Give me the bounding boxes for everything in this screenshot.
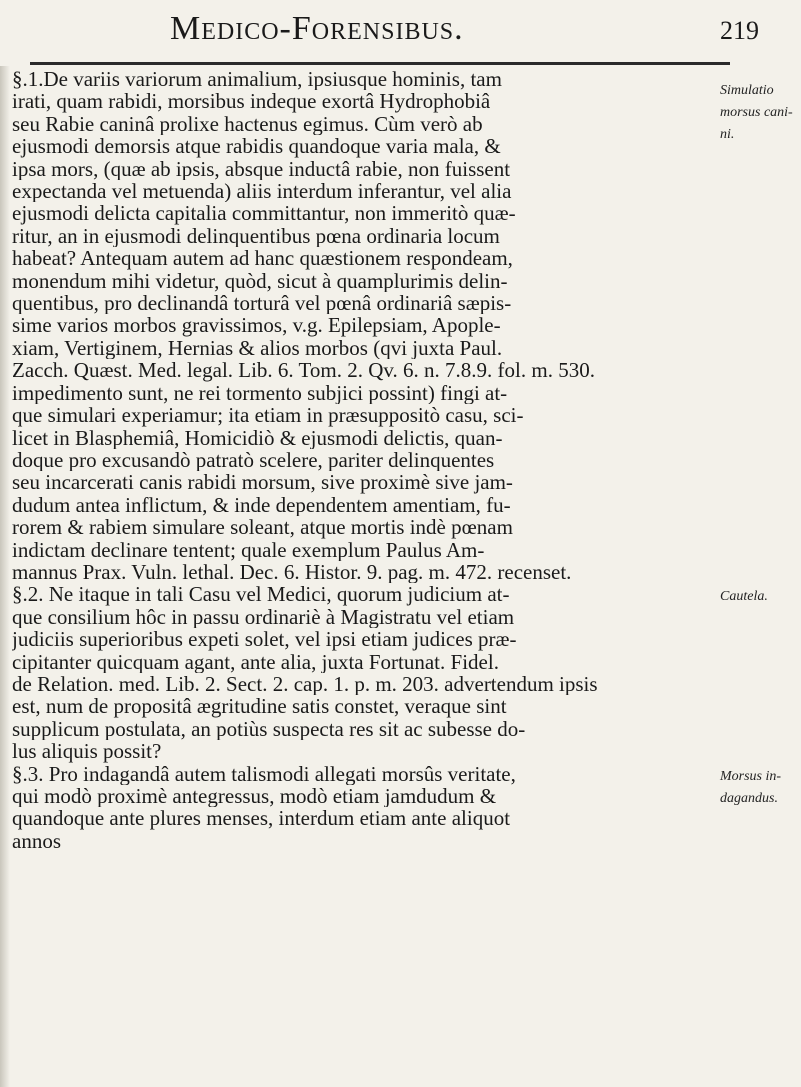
text-line: §.3. Pro indagandâ autem talismodi allegati morsûs veritate, (12, 762, 516, 785)
page-number: 219 (720, 16, 759, 45)
text-line: mannus Prax. Vuln. lethal. Dec. 6. Histor. 9. pag. m. 472. recenset. (12, 560, 572, 584)
margin-note-simulatio: Simulatio morsus cani-ni. (720, 83, 793, 142)
text-line: ipsa mors, (quæ ab ipsis, absque inductâ rabie, non fuissent (12, 157, 511, 181)
text-line: lus aliquis possit? (12, 740, 162, 763)
text-line: indictam declinare tentent; quale exemplum Paulus Am- (12, 538, 485, 561)
text-line: irati, quam rabidi, morsibus indeque exortâ Hydrophobiâ (12, 90, 491, 113)
text-line: que simulari experiamur; ita etiam in præsuppositò casu, sci- (12, 404, 524, 427)
text-line: annos (12, 829, 61, 853)
text-line: ejusmodi delicta capitalia committantur, non immeritò quæ- (12, 202, 516, 225)
text-line: Zacch. Quæst. Med. legal. Lib. 6. Tom. 2. Qv. 6. n. 7.8.9. fol. m. 530. (12, 359, 595, 382)
text-line: judiciis superioribus expeti solet, vel ipsi etiam judices præ- (12, 628, 517, 651)
text-line: que consilium hôc in passu ordinariè à Magistratu vel etiam (12, 605, 515, 629)
text-line: habeat? Antequam autem ad hanc quæstionem respondeam, (12, 247, 513, 270)
body-text (12, 68, 714, 852)
text-line: rorem & rabiem simulare soleant, atque mortis indè pœnam (12, 516, 513, 539)
text-line: ejusmodi demorsis atque rabidis quandoque varia mala, & (12, 135, 501, 158)
text-line: quandoque ante plures menses, interdum etiam ante aliquot (12, 807, 511, 830)
text-line: qui modò proximè antegressus, modò etiam jamdudum & (12, 785, 497, 808)
text-line: cipitanter quicquam agant, ante alia, juxta Fortunat. Fidel. (12, 650, 499, 673)
text-line: licet in Blasphemiâ, Homicidiò & ejusmodi delictis, quan- (12, 426, 503, 449)
page-gutter-shadow (0, 66, 10, 1087)
text-line: ritur, an in ejusmodi delinquentibus pœna ordinaria locum (12, 224, 500, 248)
text-line: expectanda vel metuenda) aliis interdum inferantur, vel alia (12, 180, 512, 203)
margin-note-cautela: Cautela. (720, 589, 768, 604)
text-line: dudum antea inflictum, & inde dependentem amentiam, fu- (12, 493, 511, 517)
text-line: seu Rabie caninâ prolixe hactenus egimus. Cùm verò ab (12, 112, 483, 136)
text-line: sime varios morbos gravissimos, v.g. Epilepsiam, Apople- (12, 314, 501, 337)
text-line: seu incarcerati canis rabidi morsum, sive proximè sive jam- (12, 471, 513, 494)
text-line: xiam, Vertiginem, Hernias & alios morbos (qvi juxta Paul. (12, 336, 503, 360)
text-line: quentibus, pro declinandâ torturâ vel pœnâ ordinariâ sæpis- (12, 292, 512, 315)
header-rule (30, 62, 730, 65)
text-line: est, num de propositâ ægritudine satis constet, veraque sint (12, 695, 507, 718)
text-line: impedimento sunt, ne rei tormento subjici possint) fingi at- (12, 381, 508, 405)
text-line: §.1.De variis variorum animalium, ipsiusque hominis, tam (12, 68, 502, 91)
text-line: doque pro excusandò patratò scelere, pariter delinquentes (12, 448, 495, 472)
text-line: supplicum postulata, an potiùs suspecta res sit ac subesse do- (12, 717, 526, 741)
running-header-title: Medico-Forensibus. (170, 10, 464, 47)
text-line: monendum mihi videtur, quòd, sicut à quamplurimis delin- (12, 269, 508, 293)
margin-note-morsus: Morsus in-dagandus. (720, 769, 782, 806)
text-line: de Relation. med. Lib. 2. Sect. 2. cap. 1. p. m. 203. advertendum ipsis (12, 672, 598, 696)
text-line: §.2. Ne itaque in tali Casu vel Medici, quorum judicium at- (12, 583, 510, 606)
